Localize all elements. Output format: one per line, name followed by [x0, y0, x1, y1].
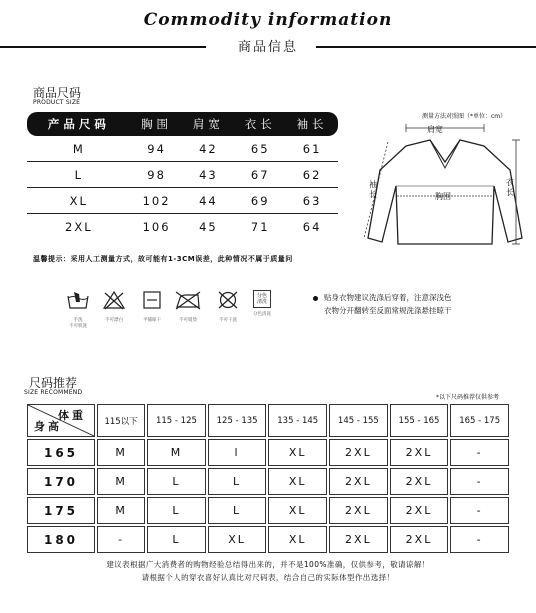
size-cell: 44: [182, 188, 234, 214]
weight-header: 115以下: [97, 404, 145, 437]
sweater-diagram: [360, 120, 530, 260]
corner-height-label: 身高: [34, 420, 62, 433]
size-col-header: 产品尺码: [27, 112, 131, 136]
care-text-line1: 贴身衣物建议洗涤后穿着，注意深浅色: [324, 293, 452, 302]
size-cell: L: [208, 468, 267, 495]
corner-weight-label: 体重: [58, 409, 86, 422]
no-dry-clean-icon: [216, 290, 240, 310]
size-cell: 2XL: [329, 526, 388, 553]
height-cell: 170: [27, 468, 95, 495]
recommend-section-subtitle: SIZE RECOMMEND: [24, 389, 83, 396]
weight-header: 155 - 165: [390, 404, 449, 437]
care-no-bleach: [98, 290, 130, 323]
size-cell: -: [450, 497, 509, 524]
height-cell: 180: [27, 526, 95, 553]
size-cell: 94: [131, 136, 183, 162]
size-cell: XL: [268, 439, 327, 466]
footer-line2: 请根据个人的穿衣喜好认真比对尺码表，结合自己的实际体型作出选择！: [141, 573, 395, 582]
no-iron-icon: [174, 290, 202, 310]
height-cell: 175: [27, 497, 95, 524]
size-table: [27, 112, 338, 239]
weight-header: 135 - 145: [268, 404, 327, 437]
size-cell: XL: [268, 497, 327, 524]
care-label: 不可熨烫: [179, 318, 197, 323]
weight-header: 115 - 125: [147, 404, 206, 437]
size-cell: XL: [268, 468, 327, 495]
size-cell: 42: [182, 136, 234, 162]
size-cell: XL: [208, 526, 267, 553]
size-cell: M: [147, 439, 206, 466]
size-cell: 2XL: [390, 497, 449, 524]
size-cell: 98: [131, 162, 183, 188]
size-cell: L: [27, 162, 131, 188]
size-cell: M: [27, 136, 131, 162]
size-cell: L: [147, 497, 206, 524]
header-title-cn: 商品信息: [237, 40, 298, 55]
size-col-header: 衣长: [234, 112, 286, 136]
care-flat-dry: [136, 290, 168, 323]
care-text-line2: 衣物分开翻转至反面常规洗涤悬挂晾干: [324, 306, 452, 315]
size-cell: M: [97, 439, 145, 466]
footer-line1: 建议表根据广大消费者的购物经验总结得出来的，并不是100%准确，仅供参考，敬请谅解！: [106, 560, 430, 569]
care-label: 手洗 不可机洗: [69, 318, 87, 329]
size-cell: 102: [131, 188, 183, 214]
size-cell: 2XL: [390, 526, 449, 553]
no-bleach-icon: [102, 290, 126, 310]
size-cell: -: [450, 439, 509, 466]
size-col-header: 肩宽: [182, 112, 234, 136]
diagram-label-sleeve: 袖长: [369, 180, 377, 199]
size-col-header: 袖长: [286, 112, 338, 136]
size-cell: -: [450, 468, 509, 495]
diagram-label-length: 衣长: [506, 178, 514, 197]
size-cell: XL: [27, 188, 131, 214]
size-cell: 2XL: [65, 219, 93, 234]
care-label: 不可漂白: [105, 318, 123, 323]
weight-header: 125 - 135: [208, 404, 267, 437]
size-col-header: 胸围: [131, 112, 183, 136]
size-cell: 45: [199, 219, 218, 234]
table-row: [27, 404, 509, 437]
header-title-en: Commodity information: [143, 10, 393, 30]
separate-wash-icon: 分色 清洗: [253, 290, 271, 308]
table-corner: [27, 404, 95, 437]
size-cell: 106: [142, 219, 171, 234]
size-cell: 61: [286, 136, 338, 162]
recommend-note: *以下尺码推荐仅供参考: [436, 394, 500, 401]
diagram-label-shoulder: 肩宽: [427, 125, 443, 134]
size-cell: M: [97, 497, 145, 524]
weight-header: 165 - 175: [450, 404, 509, 437]
size-cell: 63: [286, 188, 338, 214]
table-row: [27, 214, 338, 240]
table-row: [27, 526, 509, 553]
care-hand-wash: [62, 290, 94, 329]
recommend-table: [25, 402, 511, 555]
table-row: [27, 136, 338, 162]
size-cell: 67: [234, 162, 286, 188]
size-cell: -: [450, 526, 509, 553]
care-no-dry-clean: [212, 290, 244, 323]
table-row: [27, 439, 509, 466]
table-row: [27, 497, 509, 524]
table-row: [27, 468, 509, 495]
size-cell: XL: [268, 526, 327, 553]
size-cell: 2XL: [390, 439, 449, 466]
care-label: 不可干洗: [219, 318, 237, 323]
measurement-notice: 温馨提示：采用人工测量方式，故可能有1-3CM误差，此种情况不属于质量问: [33, 255, 293, 263]
size-section-subtitle: PRODUCT SIZE: [33, 99, 81, 106]
care-separate-wash: [246, 290, 278, 317]
size-cell: L: [147, 526, 206, 553]
table-row: [27, 188, 338, 214]
size-cell: 2XL: [329, 468, 388, 495]
height-cell: 165: [27, 439, 95, 466]
care-label: 分色清洗: [253, 312, 271, 317]
size-cell: 62: [286, 162, 338, 188]
size-cell: 2XL: [329, 439, 388, 466]
size-cell: L: [147, 468, 206, 495]
flat-dry-icon: [140, 290, 164, 310]
size-cell: L: [208, 497, 267, 524]
size-cell: M: [97, 468, 145, 495]
size-section-title: 商品尺码: [33, 86, 82, 100]
hand-wash-icon: [66, 290, 90, 310]
size-cell: 69: [234, 188, 286, 214]
care-label: 平铺晾干: [143, 318, 161, 323]
diagram-caption: 测量方法对照图（*单位：cm）: [422, 113, 507, 120]
size-cell: 2XL: [390, 468, 449, 495]
size-cell: -: [97, 526, 145, 553]
care-no-iron: [172, 290, 204, 323]
size-cell: 71: [250, 219, 270, 234]
diagram-label-chest: 胸围: [435, 192, 451, 201]
recommend-section-title: 尺码推荐: [29, 376, 78, 390]
size-table-header: [27, 112, 338, 136]
size-cell: 65: [234, 136, 286, 162]
weight-header: 145 - 155: [329, 404, 388, 437]
size-cell: 43: [182, 162, 234, 188]
table-row: [27, 162, 338, 188]
size-cell: l: [208, 439, 267, 466]
size-cell: 64: [302, 219, 322, 234]
bullet-dot-icon: [313, 296, 318, 301]
size-cell: 2XL: [329, 497, 388, 524]
